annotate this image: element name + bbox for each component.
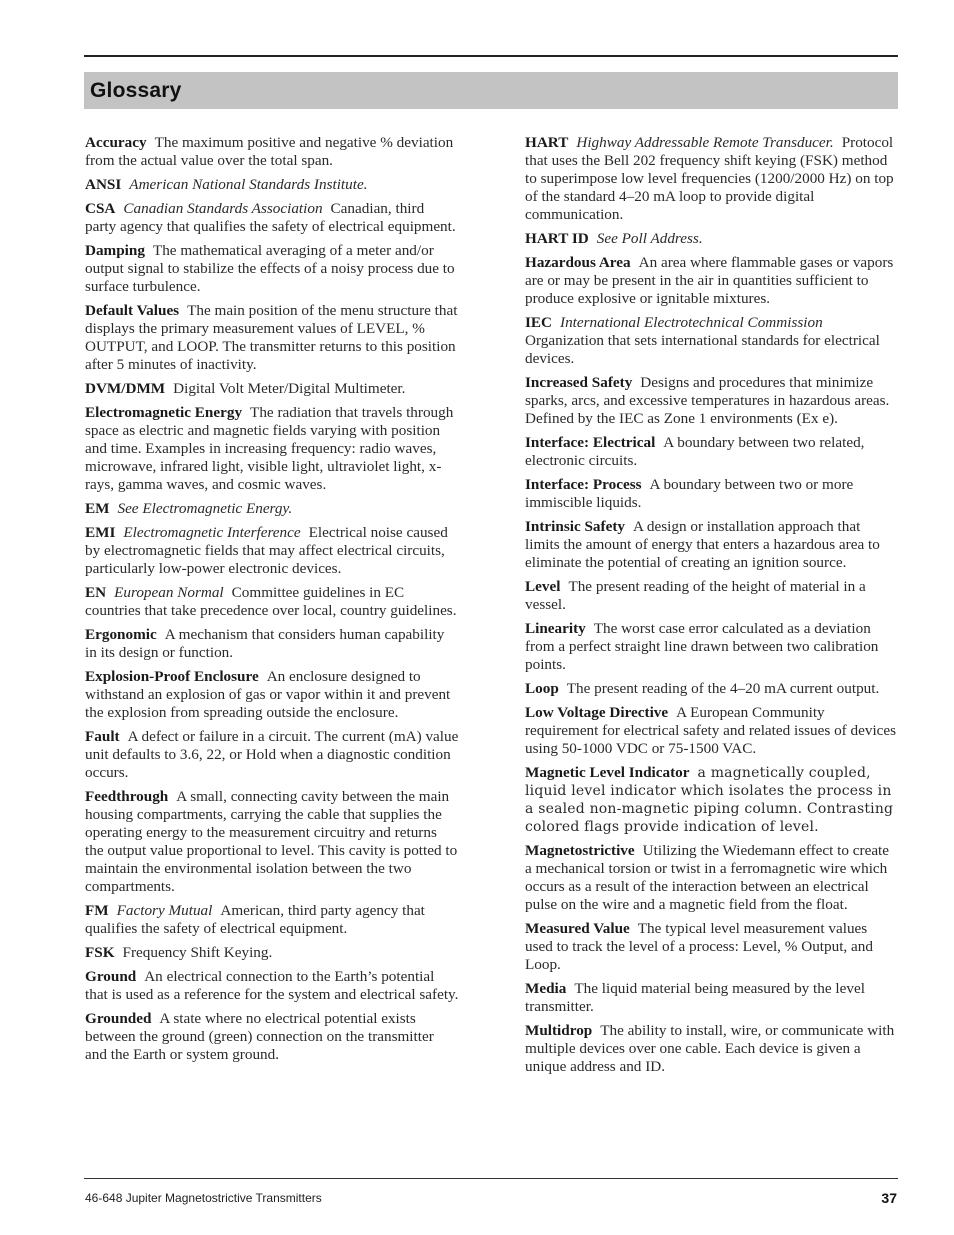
glossary-term: Multidrop	[525, 1022, 593, 1039]
glossary-definition: Protocol that uses the Bell 202 frequency shift keying (FSK) method to superimpose low level frequencies (1200/2000 Hz) on top of the standard 4–20 mA loop to provide digital communication.	[525, 134, 894, 223]
glossary-term: DVM/DMM	[85, 380, 166, 397]
glossary-definition: Utilizing the Wiedemann effect to create a mechanical torsion or twist in a ferromagnetic wire which occurs as a result of the interaction between an electrical pulse on the wire and a magnetic field from the float.	[525, 842, 890, 913]
glossary-entry	[85, 788, 459, 896]
glossary-definition: Frequency Shift Keying.	[122, 944, 273, 961]
glossary-entry	[85, 200, 459, 236]
glossary-term: Interface: Process	[525, 476, 642, 493]
glossary-entry	[525, 980, 897, 1016]
glossary-definition: Electrical noise caused by electromagnetic fields that may affect electrical circuits, particularly low-power electronic devices.	[85, 524, 448, 577]
glossary-term: Feedthrough	[85, 788, 169, 805]
glossary-term: Accuracy	[85, 134, 147, 151]
glossary-entry	[525, 230, 897, 248]
glossary-entry	[525, 680, 897, 698]
glossary-entry	[525, 374, 897, 428]
footer-doc-title: 46-648 Jupiter Magnetostrictive Transmitters	[85, 1191, 322, 1205]
glossary-term: Explosion-Proof Enclosure	[85, 668, 259, 685]
glossary-entry	[85, 242, 459, 296]
glossary-definition: Digital Volt Meter/Digital Multimeter.	[173, 380, 406, 397]
glossary-term: FM	[85, 902, 109, 919]
glossary-definition: A defect or failure in a circuit. The current (mA) value unit defaults to 3.6, 22, or Hold when a diagnostic condition occurs.	[85, 728, 459, 781]
glossary-term: Intrinsic Safety	[525, 518, 625, 535]
glossary-definition: The maximum positive and negative % deviation from the actual value over the total span.	[85, 134, 454, 169]
glossary-definition: The typical level measurement values used to track the level of a process: Level, % Output, and Loop.	[525, 920, 873, 973]
glossary-term: Ergonomic	[85, 626, 157, 643]
page-number: 37	[881, 1190, 897, 1206]
glossary-entry	[85, 968, 459, 1004]
page-title: Glossary	[90, 79, 182, 102]
glossary-term: Level	[525, 578, 561, 595]
glossary-entry	[85, 176, 459, 194]
glossary-entry	[85, 524, 459, 578]
glossary-definition: Designs and procedures that minimize sparks, arcs, and excessive temperatures in hazardous areas. Defined by the IEC as Zone 1 environments (Ex e).	[525, 374, 890, 427]
top-rule	[84, 55, 898, 57]
glossary-expansion: See Poll Address.	[596, 230, 703, 247]
glossary-expansion: Canadian Standards Association	[123, 200, 323, 217]
glossary-entry	[525, 764, 897, 836]
glossary-definition: The liquid material being measured by the level transmitter.	[525, 980, 865, 1015]
glossary-entry	[85, 302, 459, 374]
glossary-term: Increased Safety	[525, 374, 633, 391]
glossary-term: EM	[85, 500, 110, 517]
glossary-expansion: American National Standards Institute.	[129, 176, 368, 193]
glossary-definition: A European Community requirement for electrical safety and related issues of devices using 50-1000 VDC or 75-1500 VAC.	[525, 704, 897, 757]
glossary-entry	[525, 434, 897, 470]
glossary-term: Measured Value	[525, 920, 630, 937]
glossary-term: Loop	[525, 680, 559, 697]
glossary-entry	[85, 944, 459, 962]
glossary-entry	[85, 500, 459, 518]
glossary-expansion: Electromagnetic Interference	[123, 524, 301, 541]
glossary-definition: An electrical connection to the Earth’s potential that is used as a reference for the system and electrical safety.	[85, 968, 459, 1003]
glossary-entry	[85, 134, 459, 170]
glossary-entry	[525, 518, 897, 572]
glossary-expansion: European Normal	[114, 584, 224, 601]
glossary-column-left	[85, 134, 459, 1070]
glossary-definition: The mathematical averaging of a meter and/or output signal to stabilize the effects of a noisy process due to surface turbulence.	[85, 242, 455, 295]
glossary-term: Default Values	[85, 302, 180, 319]
glossary-entry	[525, 254, 897, 308]
glossary-entry	[525, 1022, 897, 1076]
glossary-term: FSK	[85, 944, 115, 961]
glossary-definition: The present reading of the height of material in a vessel.	[525, 578, 866, 613]
glossary-entry	[85, 584, 459, 620]
glossary-term: Magnetostrictive	[525, 842, 635, 859]
glossary-definition: An enclosure designed to withstand an explosion of gas or vapor within it and prevent the explosion from spreading outside the enclosure.	[85, 668, 451, 721]
glossary-entry	[525, 920, 897, 974]
glossary-definition: A design or installation approach that limits the amount of energy that enters a hazardous area to eliminate the potential of creating an ignition source.	[525, 518, 880, 571]
glossary-definition: The radiation that travels through space as electric and magnetic fields varying with position and time. Examples in increasing frequency: radio waves, microwave, infrared light, visible light, ultraviolet light, x-rays, gamma waves, and cosmic waves.	[85, 404, 454, 493]
glossary-term: HART	[525, 134, 569, 151]
glossary-term: Media	[525, 980, 567, 997]
glossary-entry	[85, 1010, 459, 1064]
glossary-definition: An area where flammable gases or vapors are or may be present in the air in quantities sufficient to produce explosive or ignitable mixtures.	[525, 254, 894, 307]
section-header-bar	[84, 72, 898, 109]
footer-rule	[84, 1178, 898, 1179]
glossary-term: Ground	[85, 968, 137, 985]
glossary-definition: Canadian, third party agency that qualifies the safety of electrical equipment.	[85, 200, 456, 235]
glossary-term: Electromagnetic Energy	[85, 404, 243, 421]
glossary-entry	[525, 134, 897, 224]
glossary-entry	[525, 704, 897, 758]
glossary-entry	[85, 626, 459, 662]
glossary-definition: a magnetically coupled, liquid level indicator which isolates the process in a sealed non-magnetic piping column. Contrasting colored flags provide indication of level.	[525, 765, 894, 835]
glossary-term: EMI	[85, 524, 116, 541]
glossary-definition: A state where no electrical potential exists between the ground (green) connection on the transmitter and the Earth or system ground.	[85, 1010, 434, 1063]
glossary-term: Damping	[85, 242, 145, 259]
glossary-definition: A boundary between two related, electronic circuits.	[525, 434, 865, 469]
glossary-definition: A boundary between two or more immiscible liquids.	[525, 476, 854, 511]
glossary-entry	[525, 476, 897, 512]
glossary-entry	[525, 842, 897, 914]
glossary-definition: Committee guidelines in EC countries that take precedence over local, country guidelines.	[85, 584, 457, 619]
glossary-expansion: Highway Addressable Remote Transducer.	[576, 134, 834, 151]
glossary-term: Interface: Electrical	[525, 434, 656, 451]
glossary-definition: A small, connecting cavity between the main housing compartments, carrying the cable that supplies the operating energy to the measurement circuitry and returns the output value proportional to level. This cavity is potted to maintain the environmental isolation between the two compartments.	[85, 788, 458, 895]
glossary-definition: The ability to install, wire, or communicate with multiple devices over one cable. Each device is given a unique address and ID.	[525, 1022, 895, 1075]
glossary-entry	[525, 578, 897, 614]
glossary-entry	[85, 380, 459, 398]
glossary-column-right	[525, 134, 897, 1082]
glossary-entry	[85, 668, 459, 722]
glossary-expansion: International Electrotechnical Commission	[560, 314, 823, 331]
glossary-definition: The main position of the menu structure that displays the primary measurement values of LEVEL, % OUTPUT, and LOOP. The transmitter returns to this position after 5 minutes of inactivity.	[85, 302, 458, 373]
glossary-term: Linearity	[525, 620, 586, 637]
glossary-definition: A mechanism that considers human capability in its design or function.	[85, 626, 445, 661]
glossary-definition: The worst case error calculated as a deviation from a perfect straight line drawn between two calibration points.	[525, 620, 879, 673]
glossary-term: Low Voltage Directive	[525, 704, 669, 721]
glossary-term: CSA	[85, 200, 116, 217]
glossary-term: IEC	[525, 314, 553, 331]
glossary-definition: Organization that sets international standards for electrical devices.	[525, 332, 880, 367]
glossary-term: Grounded	[85, 1010, 152, 1027]
glossary-term: Hazardous Area	[525, 254, 631, 271]
glossary-entry	[85, 902, 459, 938]
glossary-entry	[525, 620, 897, 674]
glossary-entry	[85, 728, 459, 782]
glossary-definition: The present reading of the 4–20 mA current output.	[566, 680, 880, 697]
glossary-entry	[85, 404, 459, 494]
glossary-expansion: See Electromagnetic Energy.	[117, 500, 293, 517]
glossary-term: Magnetic Level Indicator	[525, 764, 690, 781]
glossary-term: ANSI	[85, 176, 122, 193]
glossary-entry	[525, 314, 897, 368]
glossary-expansion: Factory Mutual	[116, 902, 213, 919]
glossary-term: EN	[85, 584, 107, 601]
glossary-term: HART ID	[525, 230, 589, 247]
glossary-definition: American, third party agency that qualifies the safety of electrical equipment.	[85, 902, 425, 937]
glossary-term: Fault	[85, 728, 120, 745]
